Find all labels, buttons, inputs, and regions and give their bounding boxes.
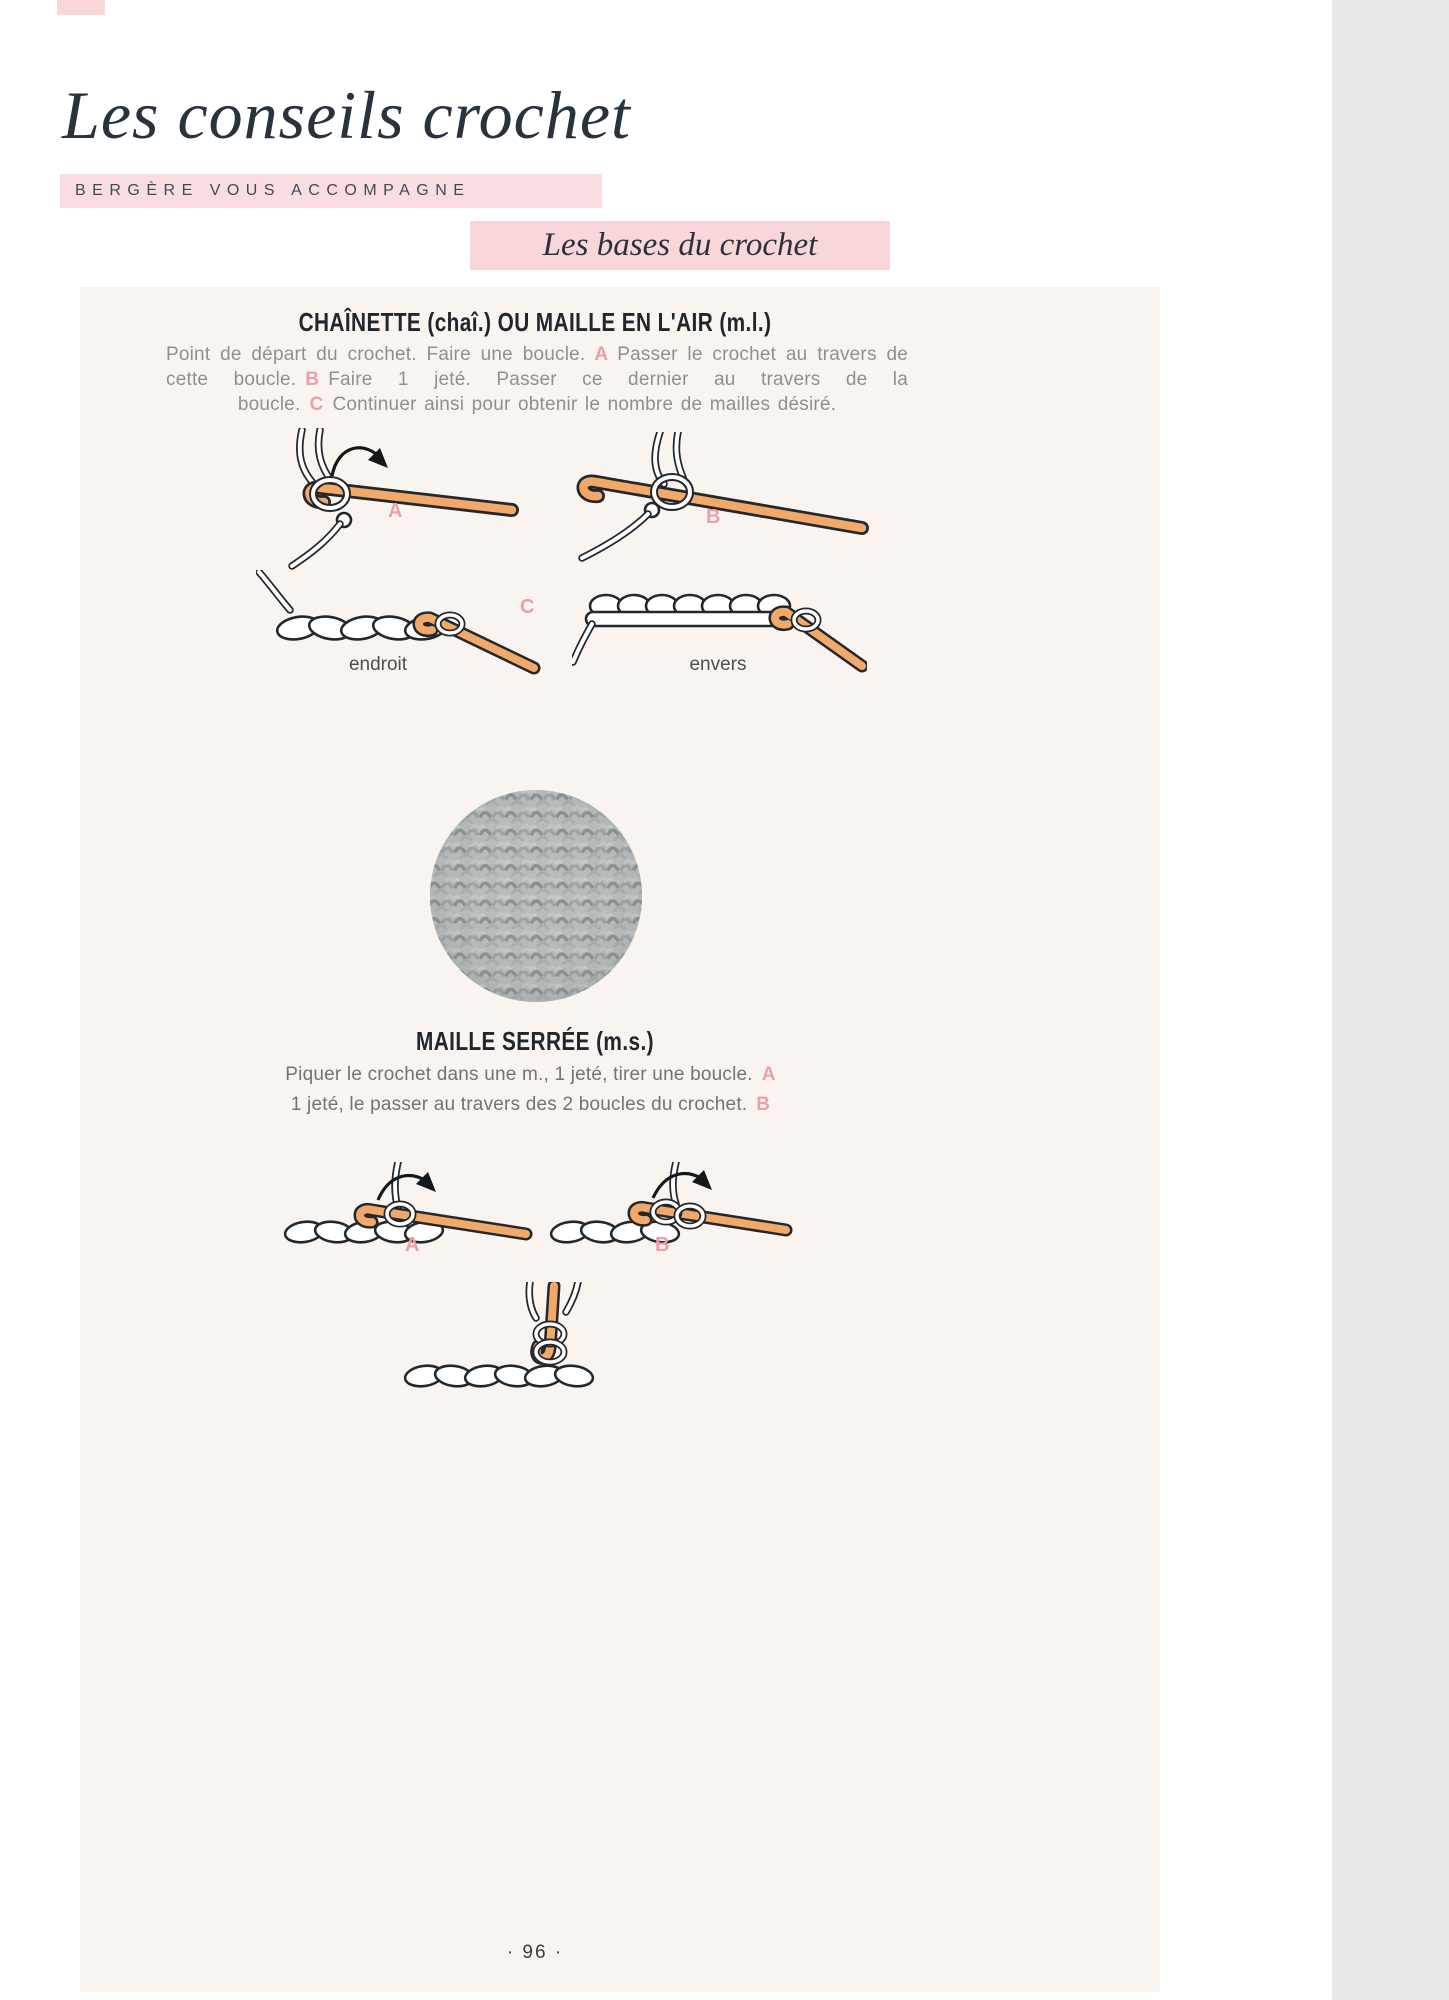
chain-cord [586, 612, 792, 626]
crochet-swatch-photo [428, 788, 644, 1004]
step-1-text: Piquer le crochet dans une m., 1 jeté, tirer une boucle. [285, 1064, 753, 1085]
step-2-text: 1 jeté, le passer au travers des 2 boucles du crochet. [290, 1094, 748, 1115]
scan-edge-strip [1332, 0, 1449, 2000]
maille-serree-step-2 [80, 1094, 990, 1116]
tagline-bar [60, 174, 602, 208]
chainette-intro [166, 342, 908, 417]
intro-part-2: Passer le crochet au travers de cette boucle. [166, 344, 908, 390]
intro-marker-c: C [309, 394, 324, 415]
intro-part-4: Continuer ainsi pour obtenir le nombre de mailles désiré. [332, 394, 837, 415]
caption-front: endroit [348, 654, 408, 675]
intro-marker-a: A [594, 344, 609, 365]
page-title: Les conseils crochet [62, 77, 631, 153]
step-2-marker: B [756, 1094, 771, 1115]
diagram-maille-serree-b [548, 1162, 793, 1257]
diagram-chainette-step-b [572, 432, 872, 567]
diagram-maille-serree-result [402, 1282, 632, 1397]
fig-label-ms-b: B [655, 1234, 670, 1256]
section-banner [470, 221, 890, 270]
chainette-heading: CHAÎNETTE (chaî.) OU MAILLE EN L'AIR (m.l.) [298, 307, 772, 337]
page-corner-mark [57, 0, 105, 15]
fig-label-c: C [520, 596, 535, 618]
fig-label-ms-a: A [405, 1234, 420, 1256]
fig-label-b: B [706, 506, 721, 528]
intro-marker-b: B [305, 369, 320, 390]
caption-back: envers [689, 654, 747, 675]
maille-serree-heading: MAILLE SERRÉE (m.s.) [416, 1026, 654, 1056]
intro-part-1: Point de départ du crochet. Faire une boucle. [166, 344, 586, 365]
intro-part-3: Faire 1 jeté. Passer ce dernier au travers de la boucle. [237, 369, 908, 415]
maille-serree-step-1 [80, 1064, 990, 1086]
step-1-marker: A [761, 1064, 776, 1085]
section-banner-text: Les bases du crochet [542, 227, 818, 263]
fig-label-a: A [388, 500, 403, 522]
chain-stitches [404, 1363, 594, 1388]
tagline-text: BERGÈRE VOUS ACCOMPAGNE [75, 182, 471, 199]
page-number: · 96 · [506, 1942, 564, 1963]
